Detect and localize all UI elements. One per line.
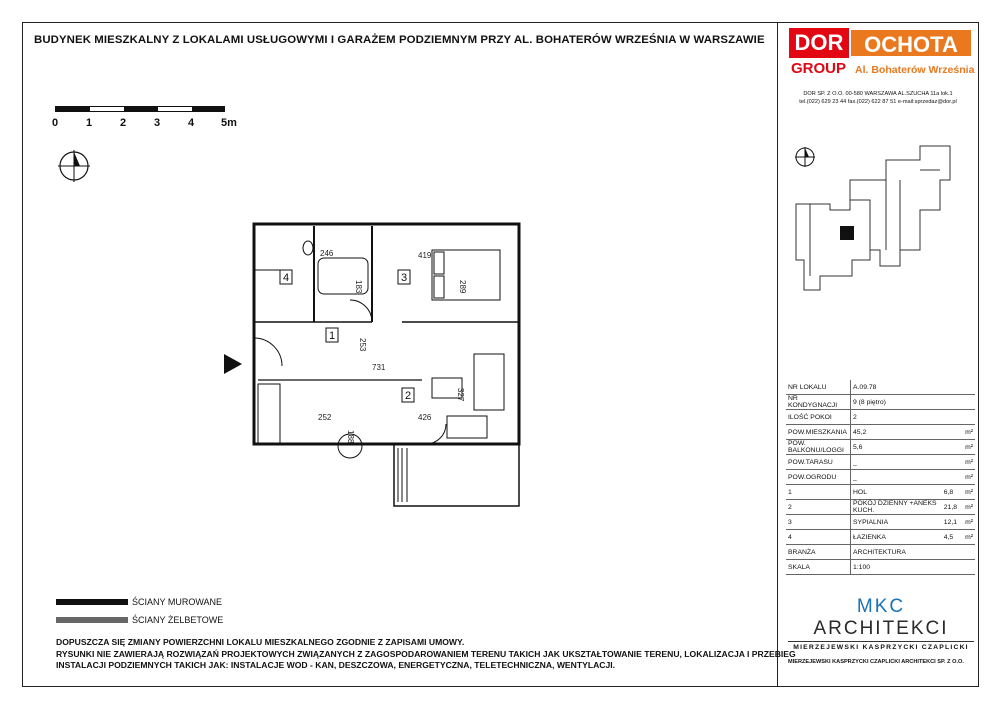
outer-wall [254,224,519,444]
dimension: 246 [320,249,334,258]
skala-key: SKALA [786,560,851,575]
room-name: HOL [851,485,942,500]
sheet-title: BUDYNEK MIESZKALNY Z LOKALAMI USŁUGOWYMI I GARAŻEM PODZIEMNYM PRZY AL. BOHATERÓW WRZEŚNIA W WARSZAWIE [34,34,765,46]
logo-group: GROUP [791,60,847,77]
architect-mkc: MKC [856,596,906,617]
entrance-arrow-icon [224,354,242,374]
room-unit: m² [959,530,975,545]
info-value: 5,6 [851,440,960,455]
room-num: 1 [786,485,851,500]
scale-tick: 3 [153,117,161,129]
room-number: 3 [400,272,408,284]
note-line: RYSUNKI NIE ZAWIERAJĄ ROZWIĄZAŃ PROJEKTOWYCH ZWIĄZANYCH Z ZAGOSPODAROWANIEM TERENU TAKICH JAK UKSZTAŁTOWANIE TERENU, LOKALIZACJA I PRZEBIEG [56,648,796,659]
dimension: 426 [418,413,432,422]
room-area: 12,1 [942,515,959,530]
room-unit: m² [959,485,975,500]
legend-label: ŚCIANY MUROWANE [132,597,223,607]
info-value: 9 (8 piętro) [851,395,960,410]
branza-value: ARCHITEKTURA [851,545,976,560]
note-line: INSTALACJI PODZIEMNYCH TAKICH JAK: INSTALACJE WOD - KAN, DESZCZOWA, ENERGETYCZNA, TELETECHNICZNA, WENTYLACJI. [56,660,616,670]
legend-swatch [56,599,128,605]
room-number: 2 [404,390,412,402]
room-unit: m² [959,515,975,530]
info-key: POW.TARASU [786,455,851,470]
dimension: 419 [418,251,432,260]
dimension: 327 [456,388,465,402]
logo-dor: DOR [789,28,849,58]
dimension: 252 [318,413,332,422]
info-unit: m² [959,425,975,440]
info-value: A.09.78 [851,380,960,395]
architect-logo [788,596,974,665]
key-plan [790,140,966,300]
architect-name: ARCHITEKCI [813,618,949,639]
notes [56,637,796,672]
info-key: ILOŚĆ POKOI [786,410,851,425]
info-key: POW.MIESZKANIA [786,425,851,440]
skala-value: 1:100 [851,560,976,575]
room-num: 2 [786,500,851,515]
info-unit: m² [959,455,975,470]
room-unit: m² [959,500,975,515]
room-area: 21,8 [942,500,959,515]
scale-bar-frame [55,106,225,112]
dimension: 289 [458,280,467,294]
north-arrow-icon [56,148,92,184]
apartment-highlight [840,226,854,240]
armchair [447,416,487,438]
info-value: _ [851,470,960,485]
kitchen-counter [258,384,280,444]
branza-key: BRANŻA [786,545,851,560]
scale-segment [192,107,225,111]
room-num: 3 [786,515,851,530]
scale-segment [56,107,90,111]
scale-segment [124,107,158,111]
sheet-divider [777,22,778,687]
company-line: tel.(022) 629 23 44 fax.(022) 622 87 51 e-mail:sprzedaz@dor.pl [799,99,957,105]
room-name: SYPIALNIA [851,515,942,530]
company-line: DOR SP. Z O.O. 00-580 WARSZAWA AL.SZUCHA 11a lok.1 [803,91,953,97]
info-value: 2 [851,410,960,425]
info-unit [959,395,975,410]
logo-ochota: OCHOTA [849,28,973,58]
scale-tick: 1 [85,117,93,129]
note-line: DOPUSZCZA SIĘ ZMIANY POWIERZCHNI LOKALU MIESZKALNEGO ZGODNIE Z ZAPISAMI UMOWY. [56,637,465,647]
room-number: 4 [282,272,290,284]
sofa [474,354,504,410]
room-area: 4,5 [942,530,959,545]
floor-plan [222,218,527,528]
scale-tick: 4 [187,117,195,129]
dimension: 253 [358,338,367,352]
legend-swatch [56,617,128,623]
info-unit [959,410,975,425]
info-key: NR LOKALU [786,380,851,395]
info-unit: m² [959,440,975,455]
logo-street: Al. Bohaterów Września [855,64,975,76]
dimension: 188 [346,430,355,444]
room-num: 4 [786,530,851,545]
dimension: 183 [354,280,363,294]
dimension: 731 [372,363,386,372]
room-name: POKÓJ DZIENNY +ANEKS KUCH. [851,500,942,515]
architect-sub: MIERZEJEWSKI KASPRZYCKI CZAPLICKI [788,641,974,651]
info-table [786,380,975,575]
info-unit: m² [959,470,975,485]
room-area: 6,8 [942,485,959,500]
architect-address: MIERZEJEWSKI KASPRZYCKI CZAPLICKI ARCHITEKCI SP. Z O.O. [788,659,964,665]
room-name: ŁAZIENKA [851,530,942,545]
balcony [394,444,519,506]
info-key: POW.OGRODU [786,470,851,485]
company-info [792,90,964,106]
scale-tick: 5m [221,117,237,129]
scale-tick: 2 [119,117,127,129]
legend-label: ŚCIANY ŻELBETOWE [132,615,224,625]
info-key: POW. BALKONU/LOGGI [786,440,851,455]
toilet [303,241,313,255]
info-unit [959,380,975,395]
info-value: 45,2 [851,425,960,440]
room-number: 1 [328,330,336,342]
scale-tick: 0 [51,117,59,129]
info-key: NR KONDYGNACJI [786,395,851,410]
info-value: _ [851,455,960,470]
